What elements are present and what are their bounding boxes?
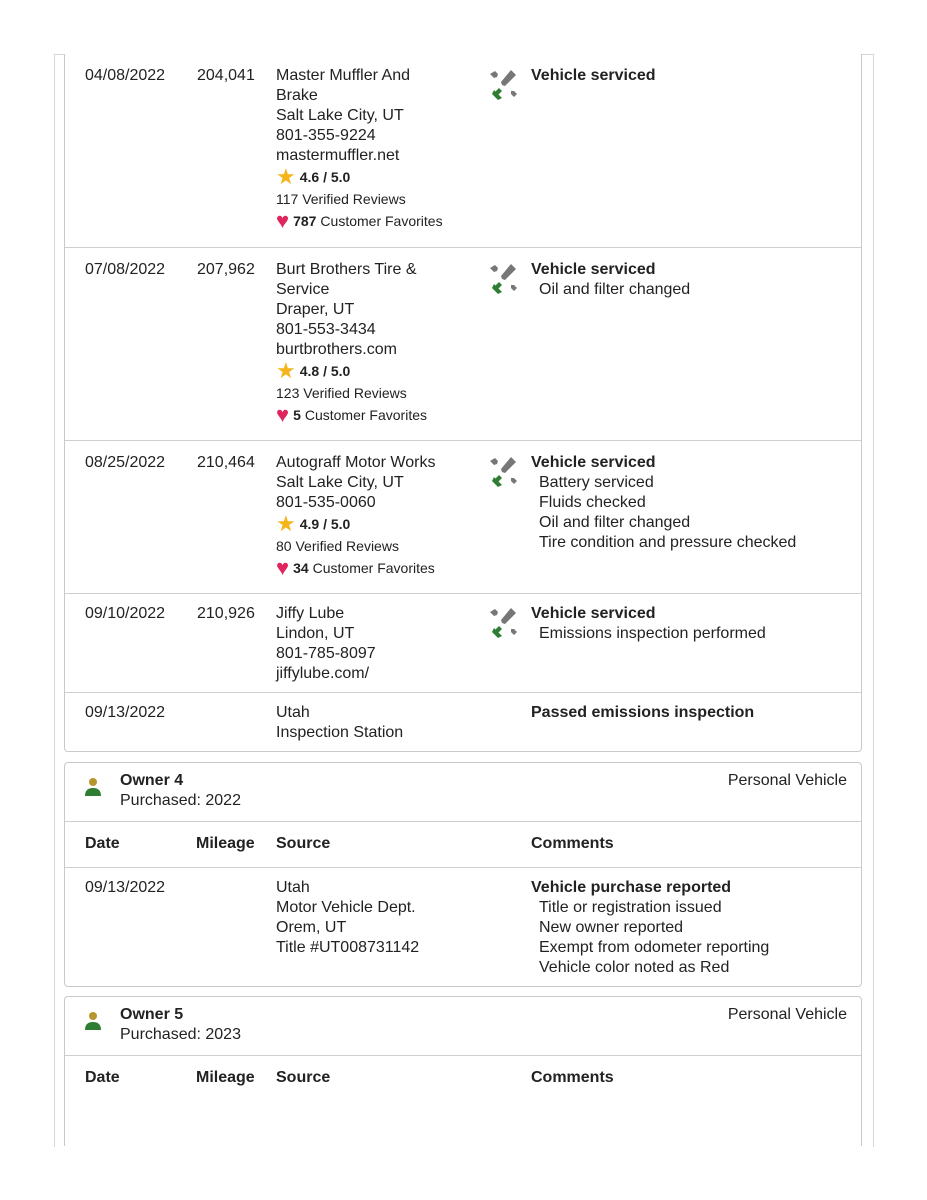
source-website-link[interactable]: burtbrothers.com (276, 341, 397, 358)
source-line: 801-553-3434 (276, 321, 376, 338)
source-line: Autograff Motor Works (276, 454, 436, 471)
source-line: Burt Brothers Tire & (276, 261, 417, 278)
comment-item: Fluids checked (539, 494, 646, 511)
comment-title: Vehicle serviced (531, 605, 656, 622)
table-row (65, 248, 861, 441)
wrench-screwdriver-icon (485, 453, 521, 489)
record-mileage: 207,962 (197, 261, 255, 278)
rating-value: 4.6 / 5.0 (299, 169, 351, 185)
source-line: Utah (276, 704, 310, 721)
source-line: Inspection Station (276, 724, 404, 741)
record-date: 09/13/2022 (85, 704, 166, 721)
column-header-date: Date (85, 1069, 120, 1086)
comment-item: Oil and filter changed (539, 514, 691, 531)
record-date: 09/10/2022 (85, 605, 166, 622)
customer-favorites (276, 557, 481, 579)
column-header-source: Source (276, 1069, 331, 1086)
source-line: Draper, UT (276, 301, 355, 318)
comment-item: Battery serviced (539, 474, 654, 491)
comment-item: Tire condition and pressure checked (539, 534, 797, 551)
source-line: Title #UT008731142 (276, 939, 420, 956)
source-line: 801-355-9224 (276, 127, 376, 144)
customer-favorites (276, 210, 481, 232)
column-header-mileage: Mileage (196, 835, 255, 852)
vehicle-use-type: Personal Vehicle (727, 772, 847, 789)
record-source (276, 260, 481, 426)
table-row (65, 693, 861, 751)
star-icon: ★ (276, 358, 296, 383)
source-line: Jiffy Lube (276, 605, 345, 622)
comment-item: Vehicle color noted as Red (539, 959, 730, 976)
customer-favorites (276, 404, 481, 426)
record-comments (531, 878, 851, 978)
rating-value: 4.8 / 5.0 (299, 363, 351, 379)
record-mileage: 204,041 (197, 67, 255, 84)
record-mileage: 210,926 (197, 605, 255, 622)
table-header (65, 1056, 861, 1101)
wrench-screwdriver-icon (485, 260, 521, 296)
verified-reviews-link[interactable]: 117 Verified Reviews (276, 191, 406, 207)
column-header-source: Source (276, 835, 331, 852)
star-icon: ★ (276, 511, 296, 536)
table-header (65, 822, 861, 867)
source-line: Utah (276, 879, 310, 896)
favorites-label: Customer Favorites (304, 407, 428, 423)
owner-card-4 (64, 762, 862, 987)
source-line: Brake (276, 87, 318, 104)
source-line: Lindon, UT (276, 625, 355, 642)
table-row (65, 594, 861, 692)
record-comments (531, 703, 851, 723)
favorites-label: Customer Favorites (312, 560, 435, 576)
source-line: 801-785-8097 (276, 645, 376, 662)
record-mileage: 210,464 (197, 454, 255, 471)
table-row (65, 868, 861, 986)
owner-header (65, 763, 861, 821)
star-icon: ★ (276, 164, 296, 189)
owner-header (65, 997, 861, 1055)
source-line: Service (276, 281, 330, 298)
rating-value: 4.9 / 5.0 (299, 516, 351, 532)
column-header-comments: Comments (531, 1069, 614, 1086)
source-website-link[interactable]: jiffylube.com/ (276, 665, 370, 682)
owner-purchased: Purchased: 2022 (120, 792, 241, 809)
verified-reviews-link[interactable]: 123 Verified Reviews (276, 385, 407, 401)
comment-item: Oil and filter changed (539, 281, 691, 298)
comment-title: Vehicle serviced (531, 67, 656, 84)
record-comments (531, 66, 851, 86)
rating (276, 513, 481, 535)
history-card-owner3 (64, 54, 862, 752)
column-header-date: Date (85, 835, 120, 852)
comment-item: Emissions inspection performed (539, 625, 766, 642)
wrench-screwdriver-icon (485, 604, 521, 640)
source-line: Orem, UT (276, 919, 347, 936)
source-line: Salt Lake City, UT (276, 107, 404, 124)
source-line: 801-535-0060 (276, 494, 376, 511)
record-source (276, 878, 481, 958)
heart-icon: ♥ (276, 555, 290, 580)
table-row (65, 54, 861, 248)
record-date: 07/08/2022 (85, 261, 166, 278)
owner-card-5 (64, 996, 862, 1146)
favorites-count: 5 (293, 407, 301, 423)
favorites-label: Customer Favorites (320, 213, 443, 229)
vehicle-use-type: Personal Vehicle (727, 1006, 847, 1023)
column-header-mileage: Mileage (196, 1069, 255, 1086)
comment-title: Vehicle purchase reported (531, 879, 732, 896)
source-line: Motor Vehicle Dept. (276, 899, 416, 916)
record-source (276, 453, 481, 579)
column-header-comments: Comments (531, 835, 614, 852)
rating (276, 360, 481, 382)
record-source (276, 604, 481, 684)
owner-title: Owner 4 (120, 772, 184, 789)
record-comments (531, 604, 851, 644)
person-icon (84, 1011, 102, 1031)
person-icon (84, 777, 102, 797)
favorites-count: 787 (293, 213, 317, 229)
heart-icon: ♥ (276, 208, 290, 233)
comment-item: Exempt from odometer reporting (539, 939, 770, 956)
comment-title: Passed emissions inspection (531, 704, 755, 721)
source-website-link[interactable]: mastermuffler.net (276, 147, 400, 164)
record-comments (531, 260, 851, 300)
favorites-count: 34 (293, 560, 309, 576)
table-row (65, 441, 861, 594)
record-date: 08/25/2022 (85, 454, 166, 471)
record-date: 04/08/2022 (85, 67, 166, 84)
source-line: Salt Lake City, UT (276, 474, 404, 491)
record-comments (531, 453, 851, 553)
wrench-screwdriver-icon (485, 66, 521, 102)
comment-item: Title or registration issued (539, 899, 722, 916)
heart-icon: ♥ (276, 402, 290, 427)
comment-title: Vehicle serviced (531, 454, 656, 471)
owner-title: Owner 5 (120, 1006, 184, 1023)
comment-item: New owner reported (539, 919, 684, 936)
comment-title: Vehicle serviced (531, 261, 656, 278)
owner-purchased: Purchased: 2023 (120, 1026, 241, 1043)
record-source (276, 703, 481, 743)
record-source (276, 66, 481, 232)
verified-reviews-link[interactable]: 80 Verified Reviews (276, 538, 399, 554)
source-line: Master Muffler And (276, 67, 410, 84)
record-date: 09/13/2022 (85, 879, 166, 896)
rating (276, 166, 481, 188)
